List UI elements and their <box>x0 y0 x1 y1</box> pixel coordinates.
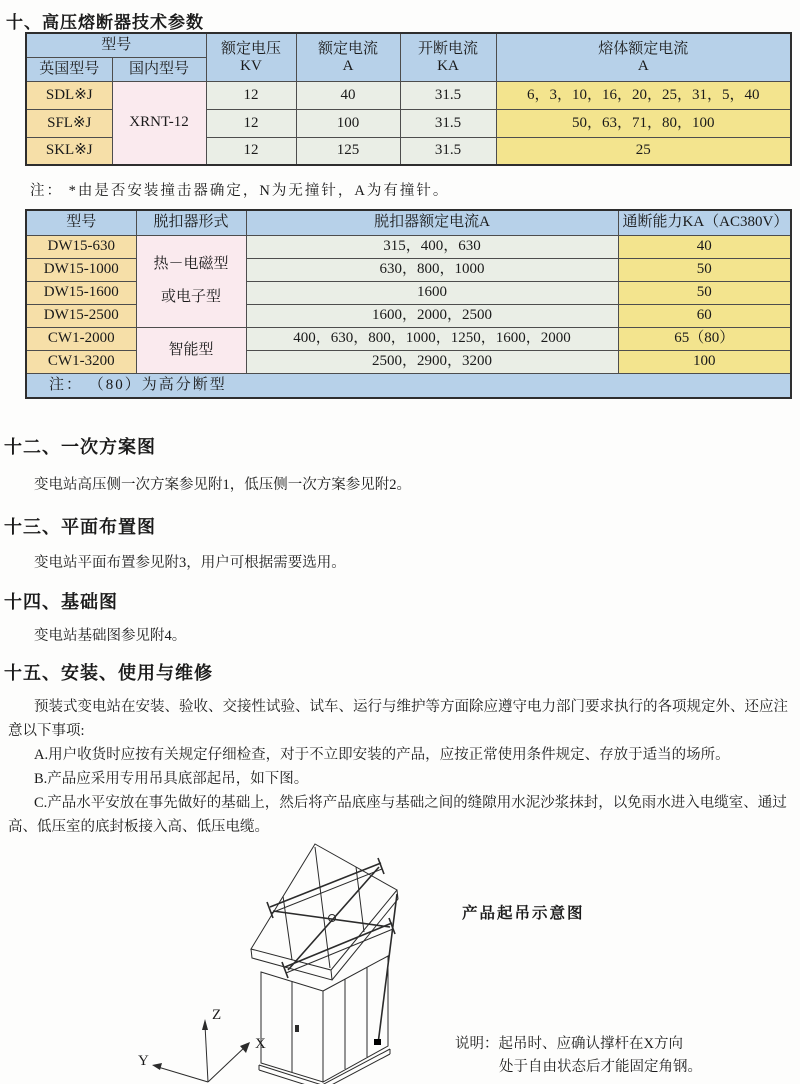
trip-type-thermal-cell: 热－电磁型 或电子型 <box>136 235 246 327</box>
axis-arrow-x <box>240 1042 250 1053</box>
axis-label-x: X <box>255 1036 266 1052</box>
fuse-cn-model-cell: XRNT-12 <box>112 81 206 165</box>
section-15-paragraph: 预装式变电站在安装、验收、交接性试验、试车、运行与维护等方面除应遵守电力部门要求执行的各项规定外、还应注意以下事项: <box>8 699 788 739</box>
fuse-header-cn-model: 国内型号 <box>112 57 206 81</box>
table-row: CW1-2000 智能型 400，630，800，1000，1250，1600，2000 65（80） <box>26 327 791 350</box>
breaker-table-note-row <box>26 373 791 398</box>
cable-clamp <box>374 1039 381 1045</box>
fuse-model-cell: SDL※J <box>26 81 112 109</box>
section-15-item-b: B.产品应采用专用吊具底部起吊，如下图。 <box>34 771 309 787</box>
section-14-body: 变电站基础图参见附4。 <box>34 628 187 644</box>
lifting-figure <box>0 841 800 1084</box>
section-13-body: 变电站平面布置参见附3，用户可根据需要选用。 <box>34 555 346 571</box>
table-row: CW1-3200 2500，2900，3200 100 <box>26 350 791 373</box>
section-15-heading: 十五、安装、使用与维修 <box>4 663 213 684</box>
fuse-parameters-table <box>25 32 792 166</box>
fuse-header-rated-current: 额定电流 A <box>296 33 400 81</box>
section-15-item-a: A.用户收货时应按有关规定仔细检查，对于不立即安装的产品，应按正常使用条件规定、存放于适当的场所。 <box>34 747 730 763</box>
table-row: DW15-630 热－电磁型 或电子型 315，400，630 40 <box>26 235 791 258</box>
table-row: SDL※J XRNT-12 12 40 31.5 6，3，10，16，20，25，31，5，40 <box>26 81 791 109</box>
spreader-beam-rear <box>270 863 381 907</box>
table-row: DW15-2500 1600，2000，2500 60 <box>26 304 791 327</box>
breaker-header-model: 型号 <box>26 210 136 235</box>
fuse-model-cell: SFL※J <box>26 109 112 137</box>
fuse-model-cell: SKL※J <box>26 137 112 165</box>
substation-lifting-drawing <box>118 841 448 1084</box>
breaker-header-trip-current: 脱扣器额定电流A <box>246 210 618 235</box>
fuse-header-fuse-rated-current: 熔体额定电流 A <box>496 33 791 81</box>
section-12-body: 变电站高压侧一次方案参见附1，低压侧一次方案参见附2。 <box>34 477 411 493</box>
breaker-header-capacity: 通断能力KA（AC380V） <box>618 210 791 235</box>
fuse-header-breaking-current: 开断电流 KA <box>400 33 496 81</box>
table-row: DW15-1000 630，800，1000 50 <box>26 258 791 281</box>
section-13-heading: 十三、平面布置图 <box>4 517 156 538</box>
section-15-item-c: C.产品水平安放在事先做好的基础上，然后将产品底座与基础之间的缝隙用水泥沙浆抹封，以免雨水进入电缆室、通过高、低压室的底封板接入高、低压电缆。 <box>8 795 787 835</box>
figure-note: 说明：起吊时、应确认撑杆在X方向 处于自由状态后才能固定角钢。 <box>455 1036 702 1075</box>
breaker-parameters-table <box>25 209 792 399</box>
axis-arrow-z <box>202 1019 208 1030</box>
table-row: SKL※J 12 125 31.5 25 <box>26 137 791 165</box>
figure-note-label: 说明： <box>455 1036 499 1052</box>
section-12-heading: 十二、一次方案图 <box>4 437 156 458</box>
axis-arrow-y <box>152 1063 162 1070</box>
table-row: SFL※J 12 100 31.5 50，63，71，80，100 <box>26 109 791 137</box>
cabinet-side <box>323 956 388 1082</box>
section-10-heading: 十、高压熔断器技术参数 <box>6 13 204 33</box>
fuse-header-rated-voltage: 额定电压 KV <box>206 33 296 81</box>
table-row: DW15-1600 1600 50 <box>26 281 791 304</box>
section-14-heading: 十四、基础图 <box>4 592 118 613</box>
axis-label-z: Z <box>212 1007 222 1023</box>
breaker-table-note: 注： （80）为高分断型 <box>26 373 791 398</box>
fuse-header-uk-model: 英国型号 <box>26 57 112 81</box>
breaker-header-trip-type: 脱扣器形式 <box>136 210 246 235</box>
axis-label-y: Y <box>138 1053 149 1069</box>
figure-caption: 产品起吊示意图 <box>462 904 585 922</box>
trip-type-smart-cell: 智能型 <box>136 327 246 373</box>
fuse-header-model: 型号 <box>26 33 206 57</box>
fuse-table-note: 注： *由是否安装撞击器确定，N为无撞针，A为有撞针。 <box>30 183 450 199</box>
door-handle <box>295 1025 299 1032</box>
